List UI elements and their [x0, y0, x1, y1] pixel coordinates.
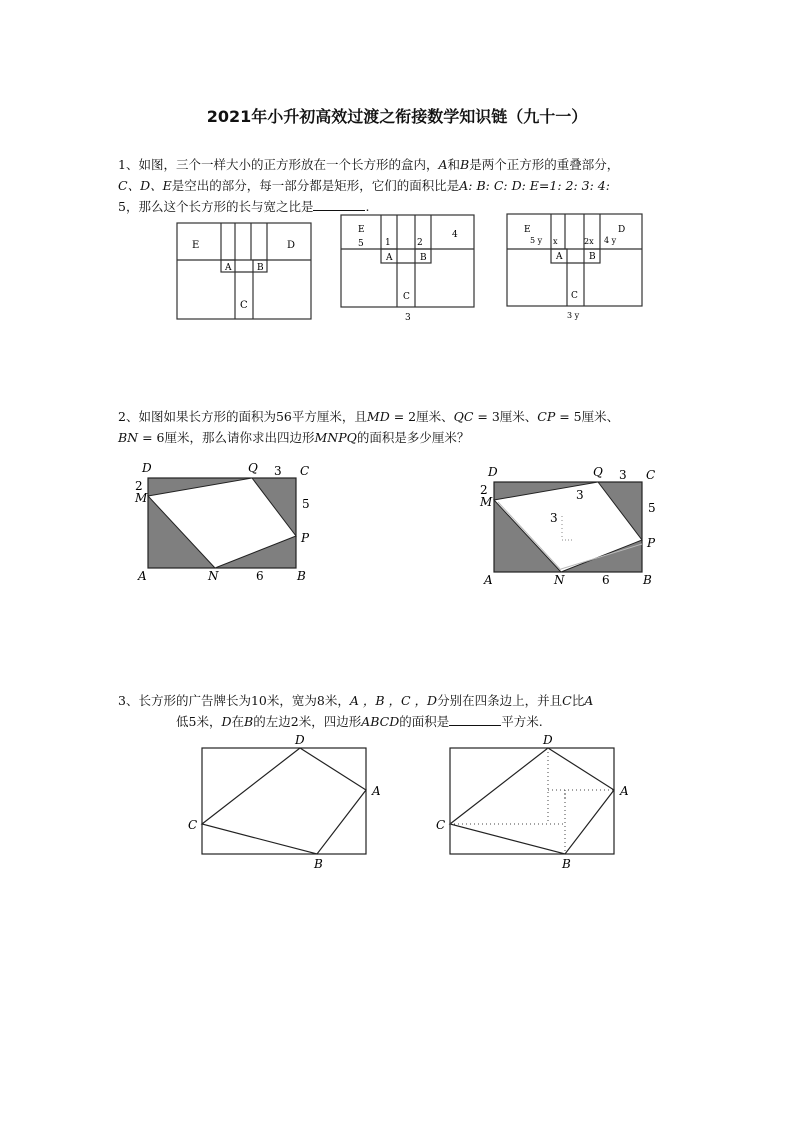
- label-3-inner-2: 3: [550, 511, 558, 525]
- label-D: D: [618, 225, 626, 235]
- label-3-inner: 3: [576, 488, 584, 502]
- label-6: 6: [602, 573, 610, 587]
- label-C: C: [571, 291, 578, 301]
- label-B: B: [643, 573, 652, 587]
- label-Q: Q: [248, 461, 258, 475]
- label-4y: 4 y: [604, 236, 617, 245]
- label-D: D: [287, 240, 296, 251]
- answer-blank: [313, 198, 365, 211]
- label-5y: 5 y: [530, 236, 543, 245]
- label-D: D: [142, 461, 152, 475]
- label-A: A: [620, 784, 629, 798]
- label-6: 6: [256, 569, 264, 583]
- label-5: 5: [358, 239, 364, 249]
- q1-figure-1: [176, 222, 316, 322]
- q3-figure-1: [186, 732, 386, 872]
- q2-figure-1: [132, 458, 322, 588]
- label-N: N: [554, 573, 565, 587]
- label-A: A: [556, 252, 563, 262]
- label-3: 3: [274, 464, 282, 478]
- q1-figure-2: [340, 212, 480, 324]
- q1-figure-3: [506, 212, 648, 324]
- label-D: D: [295, 733, 305, 747]
- label-P: P: [647, 536, 656, 550]
- label-2: 2: [417, 238, 423, 248]
- label-C: C: [436, 818, 446, 832]
- q2-figure-2: [480, 462, 670, 592]
- label-A: A: [386, 253, 393, 263]
- label-B: B: [589, 252, 596, 262]
- label-C: C: [300, 464, 310, 478]
- label-P: P: [301, 531, 310, 545]
- label-3y: 3 y: [567, 311, 580, 320]
- label-1: 1: [385, 238, 391, 248]
- label-C: C: [403, 292, 410, 302]
- label-B: B: [257, 263, 264, 273]
- label-2: 2: [480, 483, 488, 497]
- label-B: B: [420, 253, 427, 263]
- label-M: M: [135, 491, 148, 505]
- label-2: 2: [135, 479, 143, 493]
- q3-figure-2: [434, 732, 634, 872]
- label-A: A: [372, 784, 381, 798]
- label-D: D: [543, 733, 553, 747]
- label-C: C: [188, 818, 198, 832]
- page-title: 2021年小升初高效过渡之衔接数学知识链（九十一）: [206, 107, 588, 126]
- label-M: M: [480, 495, 493, 509]
- label-A: A: [138, 569, 147, 583]
- label-E: E: [524, 225, 531, 235]
- label-C: C: [240, 300, 248, 311]
- label-B: B: [297, 569, 306, 583]
- label-5: 5: [302, 497, 310, 511]
- label-x: x: [553, 237, 558, 246]
- question-3-text: 3、长方形的广告牌长为10米，宽为8米，A ，B ，C ，D分别在四条边上，并且C比A 低5米，D在B的左边2米，四边形ABCD的面积是 平方米.: [118, 693, 594, 729]
- label-N: N: [208, 569, 219, 583]
- label-2x: 2x: [584, 237, 594, 246]
- answer-blank: [449, 713, 501, 726]
- label-3: 3: [405, 313, 411, 323]
- label-B: B: [314, 857, 323, 871]
- label-A: A: [484, 573, 493, 587]
- label-5: 5: [648, 501, 656, 515]
- question-1-text: 1、如图，三个一样大小的正方形放在一个长方形的盒内，A和B是两个正方形的重叠部分， C、D、E是空出的部分，每一部分都是矩形，它们的面积比是A: B: C: D: E=1: 2: 3: 4: 5，那么这个长方形的长与宽之比是 .: [118, 157, 620, 214]
- label-4: 4: [452, 230, 458, 240]
- label-A: A: [225, 263, 232, 273]
- label-B: B: [562, 857, 571, 871]
- label-D: D: [488, 465, 498, 479]
- label-C: C: [646, 468, 656, 482]
- label-E: E: [192, 240, 200, 251]
- label-Q: Q: [593, 465, 603, 479]
- label-3: 3: [619, 468, 627, 482]
- label-E: E: [358, 225, 365, 235]
- question-2-text: 2、如图如果长方形的面积为56平方厘米，且MD = 2厘米、QC = 3厘米、CP = 5厘米、 BN = 6厘米，那么请你求出四边形MNPQ的面积是多少厘米？: [118, 409, 620, 445]
